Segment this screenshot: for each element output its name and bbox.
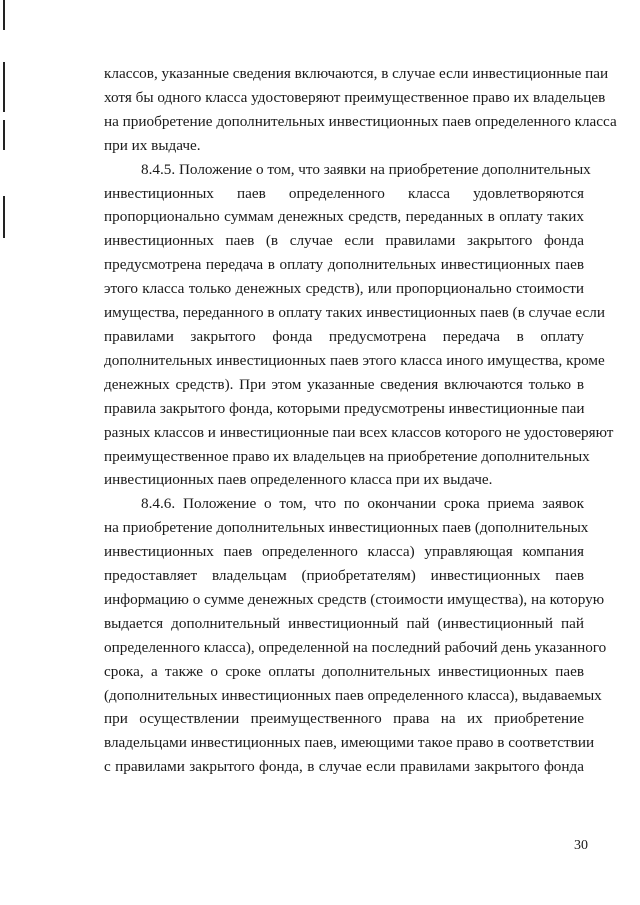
text-line: предоставляет владельцам (приобретателям) инвестиционных паев (104, 567, 584, 585)
margin-mark (3, 62, 5, 112)
text-line: классов, указанные сведения включаются, в случае если инвестиционные паи (104, 65, 609, 82)
text-line: инвестиционных паев определенного класса при их выдаче. (104, 471, 493, 489)
margin-mark (3, 120, 5, 150)
text-line: при осуществлении преимущественного права на их приобретение (104, 710, 584, 728)
text-line: владельцами инвестиционных паев, имеющими такое право в соответствии (104, 734, 595, 752)
margin-mark (3, 0, 5, 30)
text-line: хотя бы одного класса удостоверяют преимущественное право их владельцев (104, 88, 606, 106)
text-line: (дополнительных инвестиционных паев определенного класса), выдаваемых (104, 686, 602, 704)
text-line: пропорционально суммам денежных средств, переданных в оплату таких (104, 208, 584, 226)
text-line: этого класса только денежных средств), или пропорционально стоимости (104, 280, 584, 298)
text-line: при их выдаче. (104, 136, 201, 154)
text-line: информацию о сумме денежных средств (стоимости имущества), на которую (104, 590, 605, 608)
text-line: 8.4.6. Положение о том, что по окончании срока приема заявок (141, 495, 584, 513)
text-line: преимущественное право их владельцев на приобретение дополнительных (104, 447, 590, 465)
text-line: инвестиционных паев определенного класса) управляющая компания (104, 543, 584, 561)
text-line: инвестиционных паев (в случае если правилами закрытого фонда (104, 232, 584, 250)
text-line: с правилами закрытого фонда, в случае если правилами закрытого фонда (104, 758, 584, 776)
page-number: 30 (574, 838, 588, 853)
text-line: денежных средств). При этом указанные сведения включаются только в (104, 375, 584, 393)
document-page (104, 62, 617, 779)
text-line: выдается дополнительный инвестиционный пай (инвестиционный пай (104, 614, 584, 632)
text-line: на приобретение дополнительных инвестиционных паев (дополнительных (104, 519, 589, 537)
paragraph-8-4-5 (104, 158, 614, 493)
text-line: инвестиционных паев определенного класса удовлетворяются (104, 184, 584, 202)
text-line: определенного класса), определенной на последний рабочий день указанного (104, 638, 607, 656)
text-line: срока, а также о сроке оплаты дополнительных инвестиционных паев (104, 662, 584, 680)
paragraph-8-4-6 (104, 492, 607, 779)
text-line: разных классов и инвестиционные паи всех классов которого не удостоверяют (104, 423, 614, 441)
text-line: правила закрытого фонда, которыми предусмотрены инвестиционные паи (104, 399, 585, 417)
text-line: предусмотрена передача в оплату дополнительных инвестиционных паев (104, 256, 584, 274)
text-line: дополнительных инвестиционных паев этого класса иного имущества, кроме (104, 351, 605, 369)
text-line: имущества, переданного в оплату таких инвестиционных паев (в случае если (104, 304, 605, 322)
text-line: на приобретение дополнительных инвестиционных паев определенного класса (104, 112, 617, 130)
text-line: правилами закрытого фонда предусмотрена передача в оплату (104, 327, 584, 345)
margin-mark (3, 196, 5, 238)
text-line: 8.4.5. Положение о том, что заявки на приобретение дополнительных (141, 160, 591, 178)
paragraph-continuation (104, 62, 617, 158)
